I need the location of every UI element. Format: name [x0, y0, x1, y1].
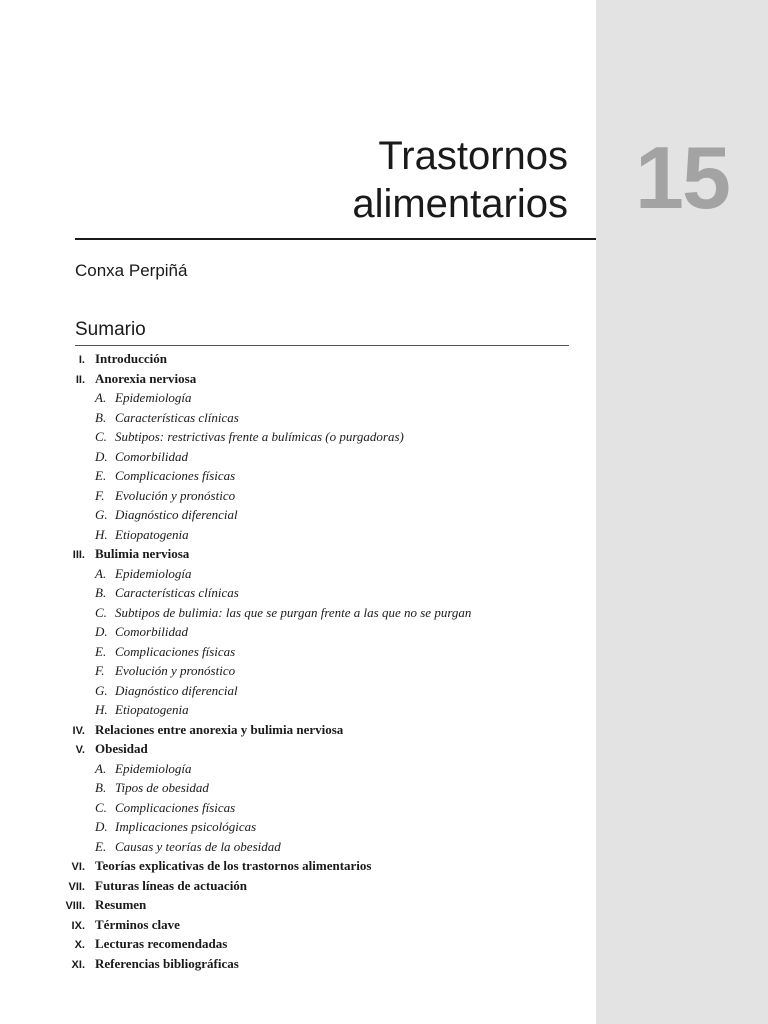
- toc-subsection-title: Epidemiología: [115, 390, 192, 405]
- toc-subsection-entry: [95, 447, 188, 467]
- toc-subsection-title: Características clínicas: [115, 585, 239, 600]
- toc-subsection-letter: B.: [95, 780, 107, 795]
- chapter-author: Conxa Perpiñá: [75, 261, 188, 280]
- toc-subsection-title: Comorbilidad: [115, 448, 188, 464]
- toc-section-title: Términos clave: [95, 916, 180, 932]
- toc-section-number: IV.: [72, 724, 85, 737]
- toc-subsection-letter: F.: [95, 663, 105, 678]
- title-divider: [75, 238, 596, 240]
- toc-subsection-title: Subtipos de bulimia: las que se purgan frente a las que no se purgan: [115, 604, 472, 620]
- toc-section-number: XI.: [71, 958, 85, 971]
- toc-section-number: VI.: [71, 861, 85, 873]
- toc-subsection-letter: C.: [95, 429, 107, 444]
- toc-section-number: VIII.: [65, 900, 85, 912]
- toc-subsection-letter: C.: [95, 604, 107, 620]
- toc-subsection-title: Comorbilidad: [115, 624, 188, 639]
- toc-subsection[interactable]: [0, 681, 596, 701]
- toc-subsection[interactable]: [0, 837, 596, 857]
- toc-section-number: V.: [75, 744, 85, 756]
- toc-section-number: X.: [74, 939, 85, 951]
- toc-section-title: Lecturas recomendadas: [95, 936, 228, 951]
- toc-subsection-entry: [95, 798, 235, 818]
- toc-subsection[interactable]: [0, 603, 596, 623]
- toc-section[interactable]: [0, 954, 596, 974]
- toc-subsection-entry: [95, 681, 238, 701]
- toc-subsection-letter: F.: [95, 487, 105, 503]
- toc-section-title: Referencias bibliográficas: [95, 955, 239, 971]
- toc-subsection-title: Complicaciones físicas: [115, 643, 236, 659]
- toc-subsection-title: Evolución y pronóstico: [115, 487, 236, 503]
- toc-subsection[interactable]: [0, 778, 596, 798]
- toc-subsection-entry: [95, 408, 239, 428]
- toc-subsection[interactable]: [0, 817, 596, 837]
- toc-subsection[interactable]: [0, 759, 596, 779]
- toc-section-title: Relaciones entre anorexia y bulimia nerviosa: [95, 721, 344, 737]
- toc-subsection-entry: [95, 603, 471, 623]
- toc-subsection[interactable]: [0, 583, 596, 603]
- toc-subsection-entry: [95, 778, 209, 798]
- toc-subsection-entry: [95, 427, 404, 447]
- toc-subsection-letter: D.: [95, 819, 108, 834]
- toc-section-title: Obesidad: [95, 741, 148, 756]
- toc-section-title: Anorexia nerviosa: [95, 370, 197, 386]
- toc-section[interactable]: [0, 349, 596, 369]
- toc-subsection-letter: G.: [95, 507, 108, 522]
- summary-divider: [75, 345, 569, 346]
- toc-subsection-title: Características clínicas: [115, 409, 239, 425]
- toc-section-title: Futuras líneas de actuación: [95, 877, 248, 893]
- toc-section[interactable]: [0, 720, 596, 740]
- toc-subsection-letter: D.: [95, 448, 108, 464]
- toc-subsection-entry: [95, 505, 238, 525]
- toc-section[interactable]: [0, 934, 596, 954]
- toc-subsection-title: Diagnóstico diferencial: [115, 682, 238, 698]
- toc-subsection-entry: [95, 525, 189, 545]
- toc-section[interactable]: [0, 915, 596, 935]
- toc-subsection-letter: G.: [95, 682, 108, 698]
- toc-subsection[interactable]: [0, 447, 596, 467]
- toc-section-title: Resumen: [95, 897, 147, 912]
- toc-subsection-entry: [95, 661, 235, 681]
- toc-subsection-letter: B.: [95, 409, 107, 425]
- toc-section-number: III.: [72, 549, 85, 561]
- toc-subsection-title: Implicaciones psicológicas: [115, 819, 257, 834]
- toc-subsection[interactable]: [0, 564, 596, 584]
- toc-subsection-title: Epidemiología: [115, 760, 192, 776]
- toc-subsection-letter: H.: [95, 702, 108, 717]
- toc-subsection-entry: [95, 622, 188, 642]
- toc-subsection-title: Etiopatogenia: [115, 702, 189, 717]
- toc-subsection-title: Causas y teorías de la obesidad: [115, 838, 281, 854]
- toc-subsection-letter: E.: [95, 838, 107, 854]
- toc-subsection-entry: [95, 466, 235, 486]
- toc-subsection[interactable]: [0, 642, 596, 662]
- toc-subsection[interactable]: [0, 427, 596, 447]
- toc-subsection-entry: [95, 700, 189, 720]
- toc-section[interactable]: [0, 895, 596, 915]
- toc-subsection-title: Etiopatogenia: [115, 526, 189, 542]
- toc-subsection-letter: A.: [95, 565, 107, 581]
- toc-subsection-title: Evolución y pronóstico: [115, 663, 236, 678]
- toc-subsection-title: Tipos de obesidad: [115, 780, 209, 795]
- toc-subsection[interactable]: [0, 505, 596, 525]
- chapter-title-line-2: alimentarios: [352, 182, 568, 226]
- summary-heading: Sumario: [75, 319, 146, 340]
- toc-subsection[interactable]: [0, 525, 596, 545]
- toc-subsection-letter: D.: [95, 624, 108, 639]
- toc-subsection-letter: C.: [95, 799, 107, 815]
- toc-subsection-letter: A.: [95, 390, 107, 405]
- toc-section[interactable]: [0, 739, 596, 759]
- chapter-title: [352, 132, 568, 228]
- toc-subsection[interactable]: [0, 798, 596, 818]
- toc-subsection-entry: [95, 837, 281, 857]
- toc-subsection[interactable]: [0, 661, 596, 681]
- toc-subsection-title: Epidemiología: [115, 565, 192, 581]
- toc-section-title: Introducción: [95, 351, 167, 366]
- toc-subsection-title: Subtipos: restrictivas frente a bulímicas (o purgadoras): [115, 429, 404, 444]
- chapter-title-line-1: Trastornos: [378, 134, 568, 178]
- toc-subsection[interactable]: [0, 408, 596, 428]
- toc-subsection-entry: [95, 564, 192, 584]
- toc-subsection-entry: [95, 388, 192, 408]
- toc-section-number: I.: [78, 354, 85, 366]
- toc-section-title: Bulimia nerviosa: [95, 546, 190, 561]
- toc-subsection-title: Diagnóstico diferencial: [115, 507, 238, 522]
- toc-subsection[interactable]: [0, 486, 596, 506]
- toc-subsection-letter: E.: [95, 468, 107, 483]
- toc-subsection-letter: E.: [95, 643, 107, 659]
- toc-subsection-entry: [95, 759, 192, 779]
- toc-subsection-letter: H.: [95, 526, 108, 542]
- toc-section[interactable]: [0, 876, 596, 896]
- toc-section[interactable]: [0, 856, 596, 876]
- toc-subsection-entry: [95, 642, 235, 662]
- toc-subsection-entry: [95, 817, 256, 837]
- toc-section-title: Teorías explicativas de los trastornos alimentarios: [95, 858, 372, 873]
- chapter-number: 15: [635, 128, 729, 227]
- toc-subsection-letter: B.: [95, 585, 107, 600]
- toc-subsection[interactable]: [0, 700, 596, 720]
- table-of-contents: [0, 349, 596, 973]
- toc-section[interactable]: [0, 369, 596, 389]
- toc-section-number: VII.: [68, 880, 85, 893]
- toc-subsection[interactable]: [0, 466, 596, 486]
- toc-subsection-entry: [95, 583, 239, 603]
- toc-subsection[interactable]: [0, 622, 596, 642]
- toc-subsection[interactable]: [0, 388, 596, 408]
- toc-section[interactable]: [0, 544, 596, 564]
- toc-subsection-entry: [95, 486, 235, 506]
- toc-section-number: IX.: [71, 919, 85, 932]
- toc-subsection-letter: A.: [95, 760, 107, 776]
- toc-section-number: II.: [75, 373, 85, 386]
- toc-subsection-title: Complicaciones físicas: [115, 468, 236, 483]
- toc-subsection-title: Complicaciones físicas: [115, 799, 236, 815]
